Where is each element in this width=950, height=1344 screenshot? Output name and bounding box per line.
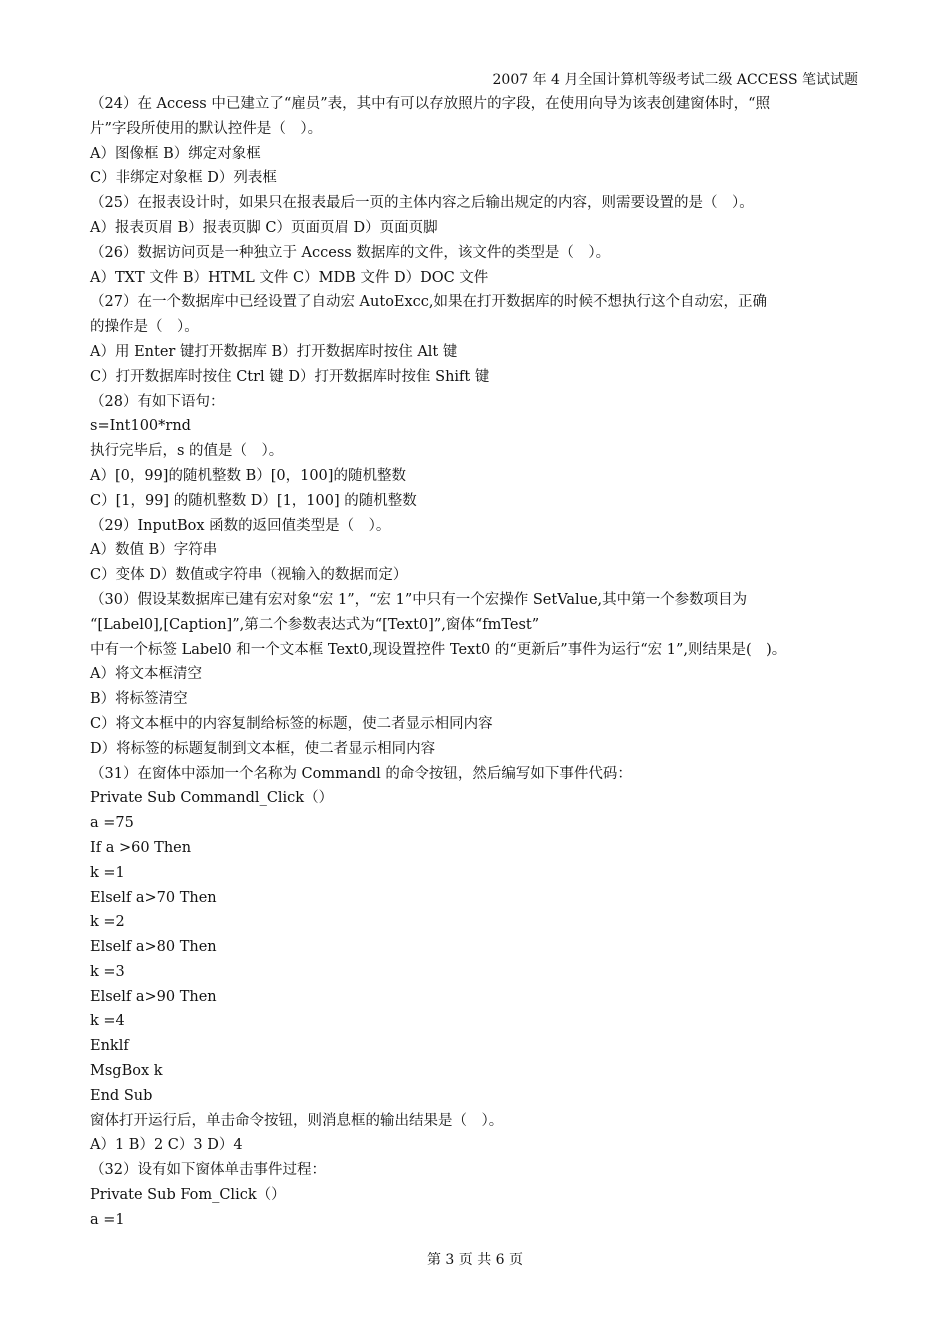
text-line: （26）数据访问页是一种独立于 Access 数据库的文件，该文件的类型是（ ）。 bbox=[90, 244, 611, 261]
code-line: k =2 bbox=[90, 914, 125, 931]
text-line: C）打开数据库时按住 Ctrl 键 D）打开数据库时按隹 Shift 键 bbox=[90, 368, 490, 385]
text-line: A）[0，99]的随机整数 B）[0，100]的随机整数 bbox=[90, 467, 406, 484]
text-line: A）将文本框清空 bbox=[90, 666, 202, 683]
text-line: B）将标签清空 bbox=[90, 691, 188, 708]
text-line: C）[1，99] 的随机整数 D）[1，100] 的随机整数 bbox=[90, 492, 417, 509]
text-line: C）变体 D）数值或字符串（视输入的数据而定） bbox=[90, 567, 408, 584]
text-line: （31）在窗体中添加一个名称为 Commandl 的命令按钮，然后编写如下事件代码： bbox=[90, 765, 632, 782]
document-body bbox=[90, 92, 862, 1233]
text-line: （29）InputBox 函数的返回值类型是（ ）。 bbox=[90, 517, 391, 534]
text-line: 窗体打开运行后，单击命令按钮，则消息框的输出结果是（ ）。 bbox=[90, 1112, 504, 1129]
code-line: a =75 bbox=[90, 815, 134, 832]
text-line: 片”字段所使用的默认控件是（ ）。 bbox=[90, 120, 323, 137]
text-line: C）将文本框中的内容复制给标签的标题，使二者显示相同内容 bbox=[90, 715, 493, 732]
text-line: 执行完毕后，s 的值是（ ）。 bbox=[90, 443, 284, 460]
text-line: A）用 Enter 键打开数据库 B）打开数据库时按住 Alt 键 bbox=[90, 343, 458, 360]
text-line: D）将标签的标题复制到文本框，使二者显示相同内容 bbox=[90, 740, 436, 757]
code-line: Elself a>90 Then bbox=[90, 988, 217, 1005]
text-line: C）非绑定对象框 D）列表框 bbox=[90, 170, 277, 187]
code-line: Elself a>80 Then bbox=[90, 939, 217, 956]
text-line: （28）有如下语句： bbox=[90, 393, 225, 410]
text-line: （25）在报表设计时，如果只在报表最后一页的主体内容之后输出规定的内容，则需要设置的是（ ）。 bbox=[90, 195, 754, 212]
code-line: Private Sub Fom_Click（） bbox=[90, 1187, 286, 1204]
code-line: Enklf bbox=[90, 1038, 129, 1055]
text-line: A）报表页眉 B）报表页脚 C）页面页眉 D）页面页脚 bbox=[90, 219, 438, 236]
code-line: MsgBox k bbox=[90, 1063, 163, 1080]
code-line: k =4 bbox=[90, 1013, 125, 1030]
code-line: Elself a>70 Then bbox=[90, 889, 217, 906]
code-line: k =1 bbox=[90, 864, 125, 881]
page-number: 第 3 页 共 6 页 bbox=[426, 1252, 524, 1268]
text-line: （27）在一个数据库中已经设置了自动宏 AutoExcc,如果在打开数据库的时候不想执行这个自动宏，正确 bbox=[90, 294, 768, 311]
text-line: s=Int100*rnd bbox=[90, 418, 191, 435]
text-line: “[Label0],[Caption]”,第二个参数表达式为“[Text0]”,窗体“fmTest” bbox=[90, 616, 540, 633]
text-line: A）数值 B）字符串 bbox=[90, 542, 218, 559]
code-line: k =3 bbox=[90, 963, 125, 980]
code-line: If a >60 Then bbox=[90, 839, 192, 856]
code-line: a =1 bbox=[90, 1211, 125, 1228]
code-line: Private Sub Commandl_Click（） bbox=[90, 790, 334, 807]
text-line: A）图像框 B）绑定对象框 bbox=[90, 145, 261, 162]
text-line: 的操作是（ ）。 bbox=[90, 319, 199, 336]
text-line: A）TXT 文件 B）HTML 文件 C）MDB 文件 D）DOC 文件 bbox=[90, 269, 489, 286]
text-line: （30）假设某数据库已建有宏对象“宏 1”，“宏 1”中只有一个宏操作 SetValue,其中第一个参数项目为 bbox=[90, 591, 748, 608]
text-line: 中有一个标签 Label0 和一个文本框 Text0,现设置控件 Text0 的“更新后”事件为运行“宏 1”,则结果是( )。 bbox=[90, 641, 787, 658]
page-header: 2007 年 4 月全国计算机等级考试二级 ACCESS 笔试试题 bbox=[492, 72, 858, 88]
code-line: End Sub bbox=[90, 1087, 153, 1104]
text-line: （32）设有如下窗体单击事件过程： bbox=[90, 1162, 326, 1179]
text-line: A）1 B）2 C）3 D）4 bbox=[90, 1137, 243, 1154]
text-line: （24）在 Access 中已建立了“雇员”表，其中有可以存放照片的字段，在使用向导为该表创建窗体时，“照 bbox=[90, 96, 771, 112]
